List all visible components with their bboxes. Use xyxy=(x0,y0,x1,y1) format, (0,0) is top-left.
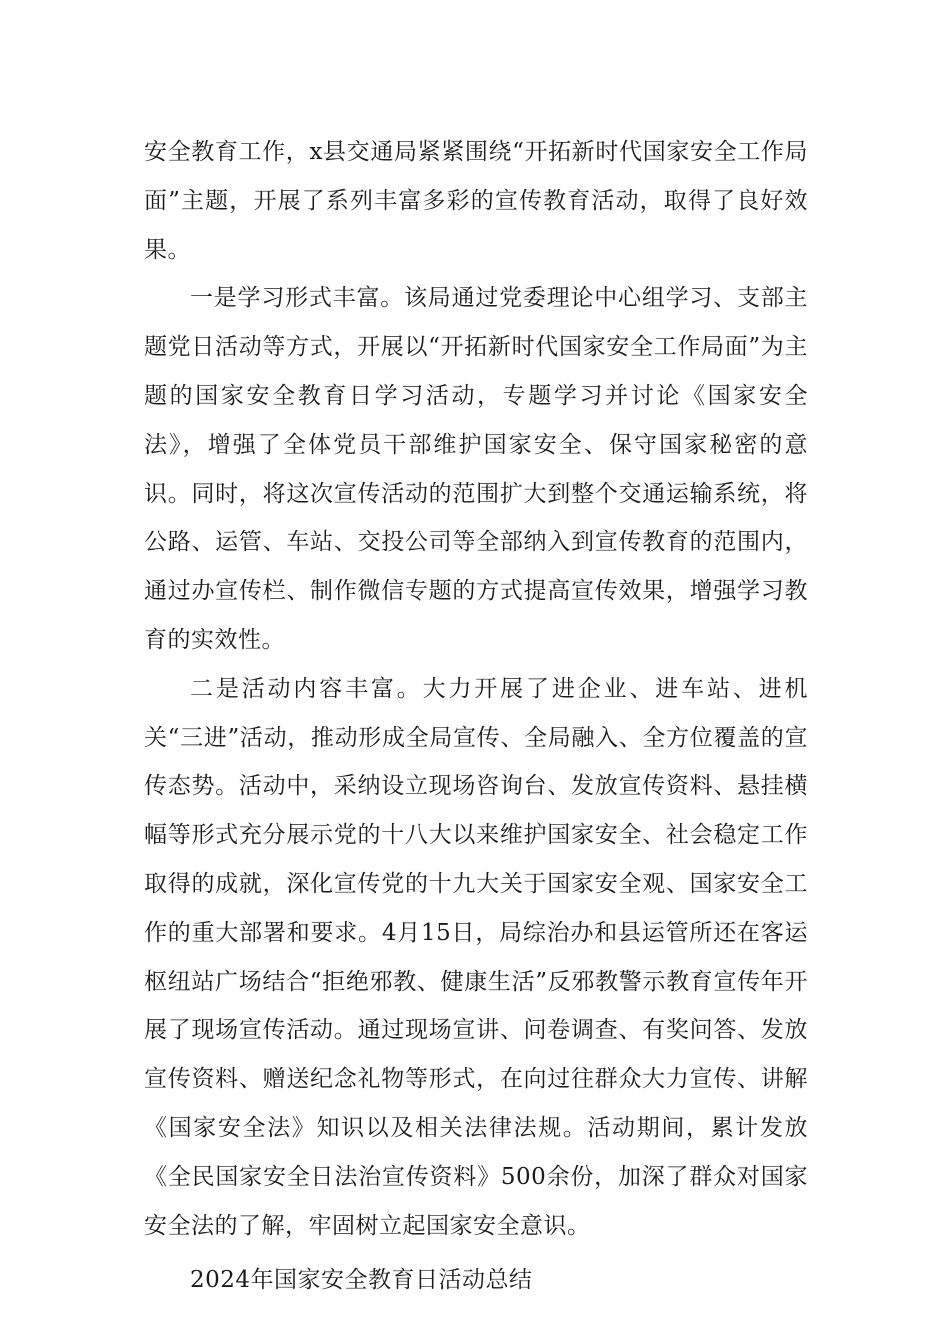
document-body xyxy=(144,128,808,1305)
paragraph-activity-content: 二是活动内容丰富。大力开展了进企业、进车站、进机关“三进”活动，推动形成全局宣传、全局融入、全方位覆盖的宣传态势。活动中，采纳设立现场咨询台、发放宣传资料、悬挂横幅等形式充分展示党的十八大以来维护国家安全、社会稳定工作取得的成就，深化宣传党的十九大关于国家安全观、国家安全工作的重大部署和要求。4月15日，局综治办和县运管所还在客运枢纽站广场结合“拒绝邪教、健康生活”反邪教警示教育宣传年开展了现场宣传活动。通过现场宣讲、问卷调查、有奖问答、发放宣传资料、赠送纪念礼物等形式，在向过往群众大力宣传、讲解《国家安全法》知识以及相关法律法规。活动期间，累计发放《全民国家安全日法治宣传资料》500余份，加深了群众对国家安全法的了解，牢固树立起国家安全意识。 xyxy=(144,675,808,1239)
section-title: 2024年国家安全教育日活动总结 xyxy=(190,1267,533,1294)
paragraph-learning-forms: 一是学习形式丰富。该局通过党委理论中心组学习、支部主题党日活动等方式，开展以“开拓新时代国家安全工作局面”为主题的国家安全教育日学习活动，专题学习并讨论《国家安全法》，增强了全体党员干部维护国家安全、保守国家秘密的意识。同时，将这次宣传活动的范围扩大到整个交通运输系统，将公路、运管、车站、交投公司等全部纳入到宣传教育的范围内，通过办宣传栏、制作微信专题的方式提高宣传效果，增强学习教育的实效性。 xyxy=(144,285,808,653)
paragraph-continuation: 安全教育工作，x县交通局紧紧围绕“开拓新时代国家安全工作局面”主题，开展了系列丰富多彩的宣传教育活动，取得了良好效果。 xyxy=(144,139,808,263)
